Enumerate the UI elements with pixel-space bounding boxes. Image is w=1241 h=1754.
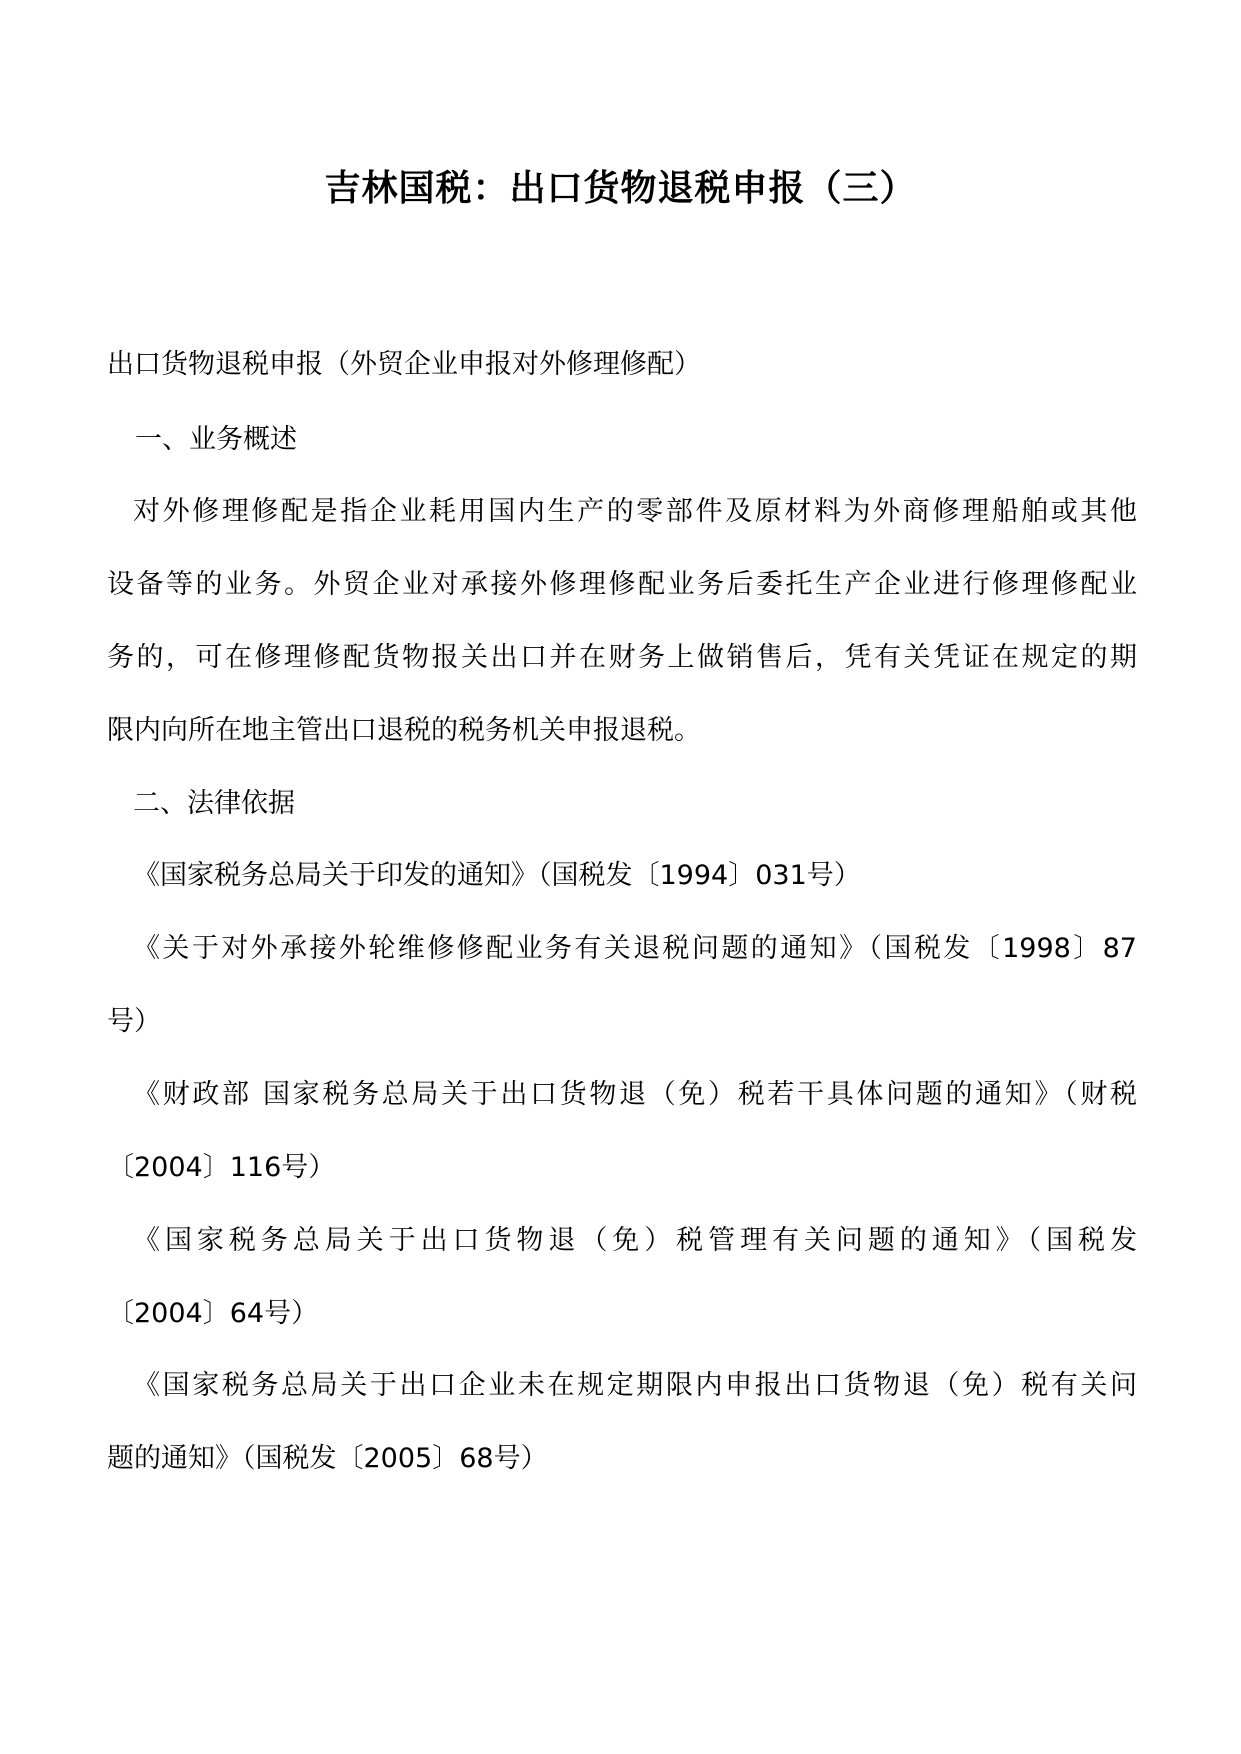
- reference-line: 《国家税务总局关于印发的通知》（国税发〔1994〕031号）: [133, 860, 861, 891]
- document-title: 吉林国税：出口货物退税申报（三）: [324, 167, 917, 209]
- section1-heading: 一、业务概述: [135, 424, 297, 455]
- reference-line: 《财政部 国家税务总局关于出口货物退（免）税若干具体问题的通知》（财税: [133, 1079, 1137, 1110]
- reference-line: 题的通知》（国税发〔2005〕68号）: [107, 1443, 548, 1474]
- reference-line: 号）: [107, 1006, 161, 1037]
- reference-line: 《国家税务总局关于出口货物退（免）税管理有关问题的通知》（国税发: [133, 1225, 1137, 1256]
- reference-line: 《国家税务总局关于出口企业未在规定期限内申报出口货物退（免）税有关问: [133, 1370, 1137, 1401]
- section2-heading: 二、法律依据: [133, 788, 295, 819]
- reference-line: 《关于对外承接外轮维修修配业务有关退税问题的通知》（国税发〔1998〕87: [133, 933, 1137, 964]
- paragraph-line: 设备等的业务。外贸企业对承接外修理修配业务后委托生产企业进行修理修配业: [107, 569, 1137, 600]
- reference-line: 〔2004〕64号）: [107, 1298, 319, 1329]
- paragraph-line: 务的，可在修理修配货物报关出口并在财务上做销售后，凭有关凭证在规定的期: [107, 642, 1137, 673]
- paragraph-line: 对外修理修配是指企业耗用国内生产的零部件及原材料为外商修理船舶或其他: [133, 496, 1137, 527]
- reference-line: 〔2004〕116号）: [107, 1152, 336, 1183]
- document-subtitle: 出口货物退税申报（外贸企业申报对外修理修配）: [107, 349, 701, 380]
- paragraph-line: 限内向所在地主管出口退税的税务机关申报退税。: [107, 715, 701, 746]
